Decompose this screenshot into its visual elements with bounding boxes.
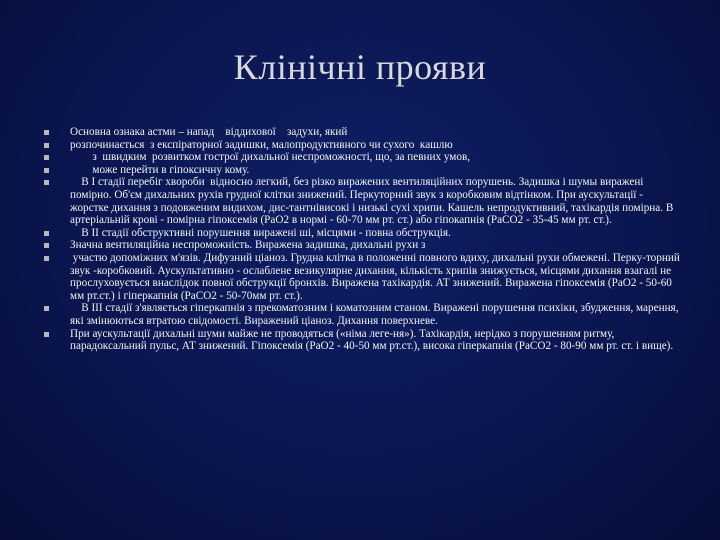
square-bullet-icon (44, 168, 49, 173)
bullet-text: участю допоміжних м'язів. Дифузний ціаноз. Грудна клітка в положенні повного вдиху, дихальні рухи обмежені. Перку-торний звук -коробковий. Аускультативно - ослаблене везикулярне дихання, кількість хрипів знижується, місцями дихання взагалі не прослуховується внаслідок повної обструкції бронхів. Виражена тахікардія. АТ знижений. Виражена гіпоксемія (РаО2 - 50-60 мм рт.ст.) і гіперкапнія (РаСО2 - 50-70мм рт. ст.). (70, 251, 683, 302)
bullet-text: може перейти в гіпоксичну кому. (70, 163, 250, 176)
bullet-item (44, 164, 684, 177)
square-bullet-icon (44, 256, 49, 261)
bullet-text: Значна вентиляційна неспроможність. Виражена задишка, дихальні рухи з (70, 239, 426, 252)
square-bullet-icon (44, 155, 49, 160)
bullet-item (44, 302, 684, 327)
bullet-item (44, 227, 684, 240)
bullet-text: з швидким розвитком гострої дихальної неспроможності, що, за певних умов, (70, 151, 471, 164)
bullet-item (44, 176, 684, 226)
square-bullet-icon (44, 332, 49, 337)
square-bullet-icon (44, 243, 49, 248)
bullet-item (44, 239, 684, 252)
square-bullet-icon (44, 180, 49, 185)
bullet-item (44, 139, 684, 152)
square-bullet-icon (44, 231, 49, 236)
bullet-list (44, 126, 684, 353)
bullet-text: При аускультації дихальні шуми майже не проводяться («німа леге-ня»). Тахікардія, нерідко з порушенням ритму, парадоксальний пульс, АТ знижений. Гіпоксемія (РаО2 - 40-50 мм рт.ст.), висока гіперкапнія (РаСО2 - 80-90 мм рт. ст. і вище). (70, 327, 674, 353)
slide-title: Клінічні прояви (233, 47, 487, 87)
bullet-item (44, 328, 684, 353)
bullet-item (44, 252, 684, 302)
square-bullet-icon (44, 143, 49, 148)
bullet-item (44, 126, 684, 139)
bullet-text: Основна ознака астми – напад віддихової задухи, який (70, 126, 348, 138)
bullet-text: розпочинається з експіраторної задишки, малопродуктивного чи сухого кашлю (70, 138, 453, 151)
bullet-item (44, 151, 684, 164)
square-bullet-icon (44, 306, 49, 311)
bullet-text: В І стадії перебіг хвороби відносно легкий, без різко виражених вентиляційних порушень. Задишка і шумы виражені помірно. Об'єм дихальних рухів грудної клітки знижений. Перкуторний звук з коробковим відтінком. При аускультації - жорстке дихання з подовженим видихом, дис-тантнівисокі і низькі сухі хрипи. Кашель непродуктивний, тахікардія помірна. В артеріальній крові - помірна гіпоксемія (РаО2 в нормі - 60-70 мм рт. ст.) або гіпокапнія (РаСО2 - 35-45 мм рт. ст.). (70, 176, 677, 227)
bullet-text: В ІІІ стадії з'являється гіперкапнія з прекоматозним і коматозним станом. Виражені порушення психіки, збудження, марення, які змінюються втратою свідомості. Виражений ціаноз. Дихання поверхневе. (70, 302, 682, 327)
square-bullet-icon (44, 130, 49, 135)
bullet-text: В ІІ стадії обструктивні порушення виражені ші, місцями - повна обструкція. (70, 226, 451, 239)
